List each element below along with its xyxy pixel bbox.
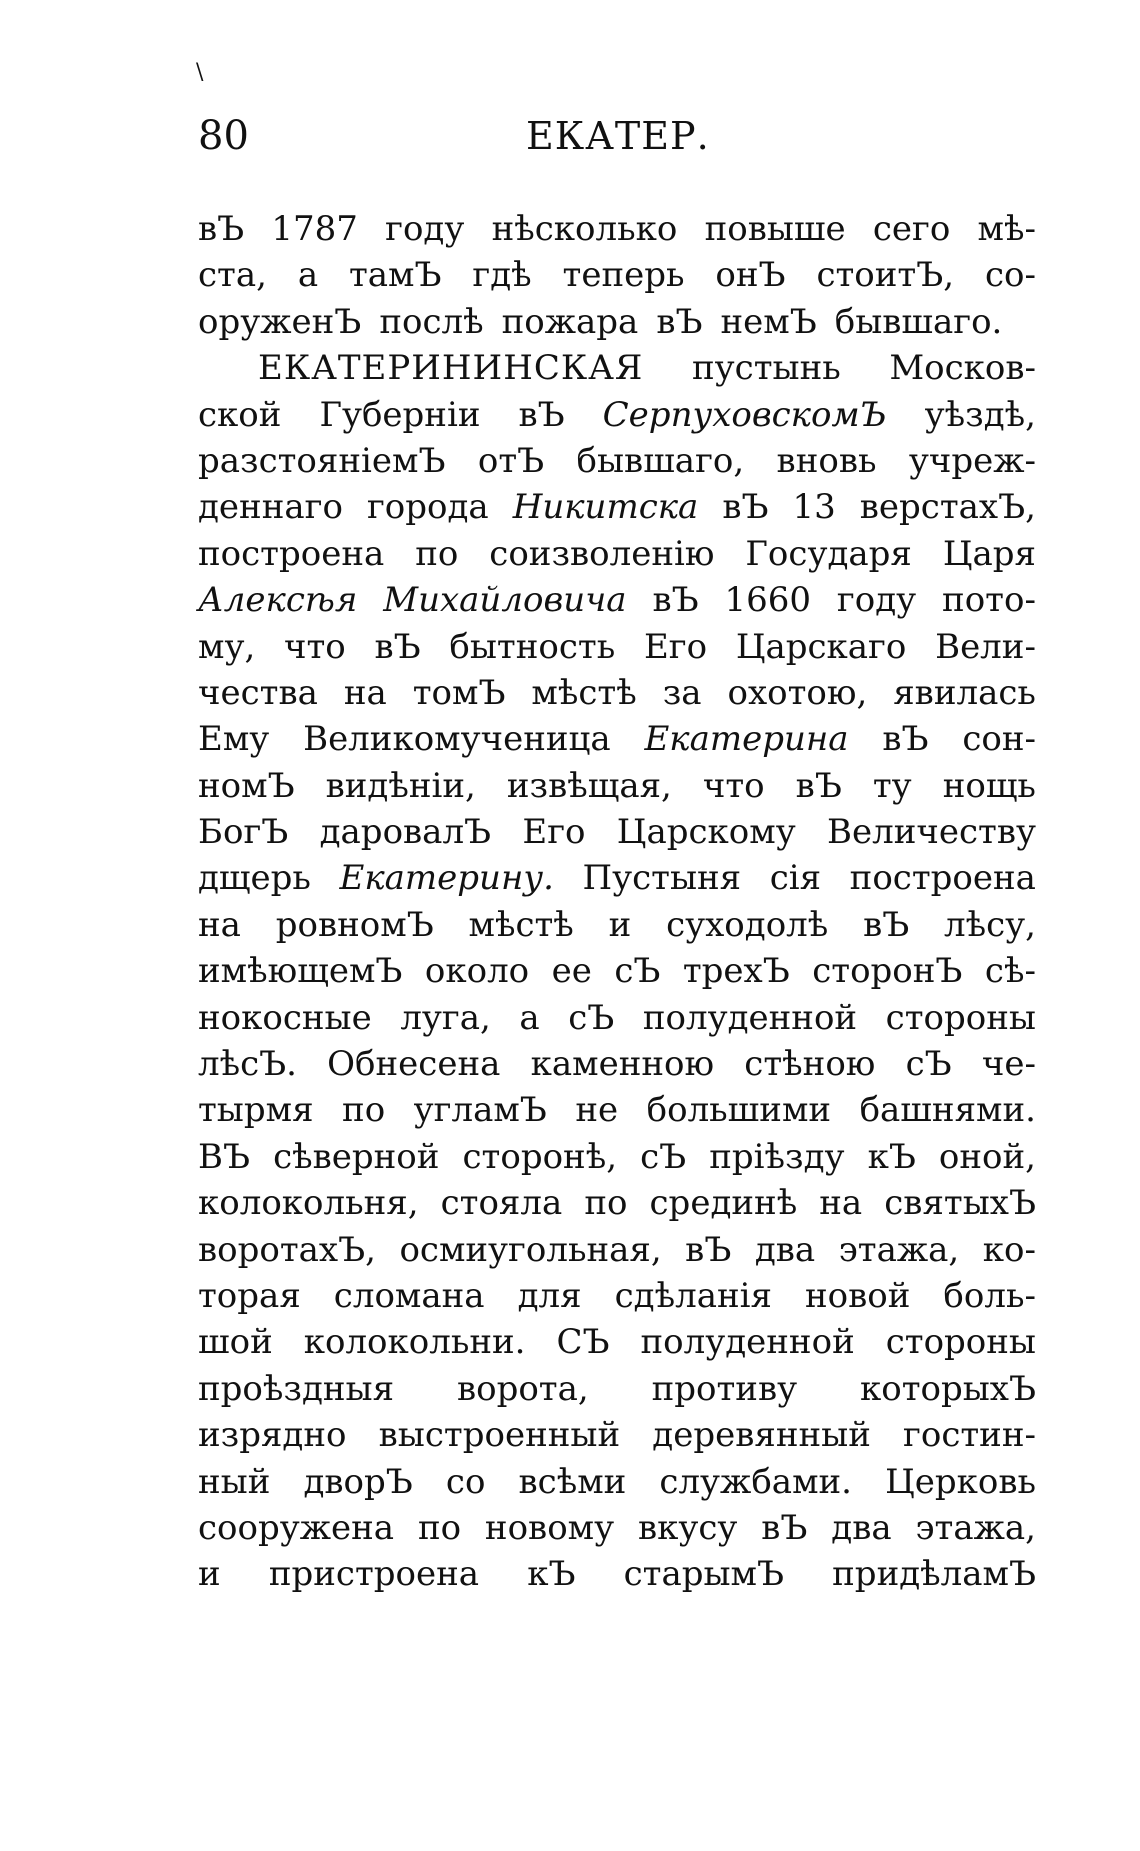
text-line xyxy=(198,577,1036,623)
text-line xyxy=(198,1366,1036,1412)
word: пустынь xyxy=(691,348,841,389)
word: тамЪ xyxy=(348,255,442,296)
word: верстахЪ, xyxy=(859,487,1036,528)
word: Царскаго xyxy=(735,626,907,667)
text-line xyxy=(198,1505,1036,1551)
text-line xyxy=(198,1412,1036,1458)
word: разстоянiемЪ xyxy=(198,440,446,481)
word: ста, xyxy=(198,255,267,296)
word: деннаго xyxy=(198,487,343,528)
word: бывшаго. xyxy=(834,301,1003,342)
word: 1787 xyxy=(271,209,358,249)
word: полуденной xyxy=(640,1322,855,1363)
word: сторонѣ, xyxy=(462,1136,618,1177)
word: два xyxy=(754,1229,816,1270)
word: сЪ xyxy=(905,1044,952,1085)
word: вЪ xyxy=(652,580,699,621)
word: на xyxy=(343,672,387,713)
word: оной, xyxy=(938,1136,1036,1177)
word: Губернiи xyxy=(319,394,481,435)
ink-speck: \ xyxy=(196,60,204,85)
word: Обнесена xyxy=(327,1044,501,1085)
word: отЪ xyxy=(477,440,545,481)
word: пристроена xyxy=(268,1554,480,1595)
word: противу xyxy=(651,1368,798,1409)
word: и xyxy=(608,904,632,945)
word: бывшаго, xyxy=(576,440,745,481)
word: и xyxy=(198,1554,221,1595)
word: СЪ xyxy=(556,1322,610,1363)
word: на xyxy=(198,904,241,945)
word: лѣсЪ. xyxy=(198,1044,297,1085)
word: этажа, xyxy=(915,1507,1036,1548)
word: луга, xyxy=(400,997,491,1038)
word: вЪ xyxy=(795,765,842,806)
word: сон- xyxy=(962,719,1036,760)
word: году xyxy=(385,209,465,249)
word: вЪ xyxy=(761,1507,808,1548)
word: гостин- xyxy=(903,1415,1036,1456)
word: сторонЪ xyxy=(812,951,963,992)
word: Государя xyxy=(745,533,912,574)
word: стоитЪ, xyxy=(816,255,955,296)
word: стороны xyxy=(885,997,1036,1038)
word: нѣсколько xyxy=(491,209,678,249)
word: вЪ xyxy=(656,301,703,342)
word: пото- xyxy=(942,580,1036,621)
text-line xyxy=(198,809,1036,855)
word: учреж- xyxy=(908,440,1036,481)
word: вЪ xyxy=(374,626,421,667)
word: со xyxy=(445,1461,486,1502)
word: святыхЪ xyxy=(884,1183,1036,1224)
word: по xyxy=(342,1090,386,1131)
word: воротахЪ, xyxy=(198,1229,376,1270)
word: сѣверной xyxy=(273,1136,440,1177)
word: которыхЪ xyxy=(859,1368,1036,1409)
word: деревянный xyxy=(652,1415,871,1456)
word: стояла xyxy=(440,1183,563,1224)
word: по xyxy=(584,1183,628,1224)
word: сѣ- xyxy=(984,951,1036,992)
word: дворЪ xyxy=(303,1461,413,1502)
word: Великомученица xyxy=(303,719,611,760)
word: мѣстѣ xyxy=(531,672,637,713)
word: шой xyxy=(198,1322,273,1363)
word: дщерь xyxy=(198,858,311,899)
word: че- xyxy=(981,1044,1036,1085)
word: кЪ xyxy=(867,1136,916,1177)
word: вЪ xyxy=(685,1229,732,1270)
word: сдѣланiя xyxy=(614,1275,772,1316)
word: что xyxy=(284,626,346,667)
word: вновь xyxy=(776,440,877,481)
word: новой xyxy=(804,1275,911,1316)
word: службами. xyxy=(659,1461,852,1502)
word: извѣщая, xyxy=(506,765,672,806)
word: чества xyxy=(198,672,318,713)
word: суходолѣ xyxy=(666,904,829,945)
word: проѣздныя xyxy=(198,1368,395,1409)
word: Его xyxy=(643,626,708,667)
word: сего xyxy=(872,209,951,249)
text-line xyxy=(198,670,1036,716)
word: онЪ xyxy=(715,255,786,296)
word: вЪ xyxy=(518,394,565,435)
word: ЕКАТЕРИНИНСКАЯ xyxy=(258,348,644,389)
word: сiя xyxy=(769,858,822,899)
word: БогЪ xyxy=(198,812,289,853)
word: построена xyxy=(849,858,1036,899)
word: 13 xyxy=(792,487,836,528)
word: Вели- xyxy=(935,626,1036,667)
word: Екатерину. xyxy=(339,858,554,899)
word: прiѣзду xyxy=(709,1136,845,1177)
text-line xyxy=(198,392,1036,438)
word: всѣми xyxy=(518,1461,627,1502)
word: имѣющемЪ xyxy=(198,951,403,992)
word: не xyxy=(575,1090,619,1131)
word: нокосные xyxy=(198,997,372,1038)
running-head: ЕКАТЕР. xyxy=(526,114,710,158)
word: ВЪ xyxy=(198,1136,250,1177)
word: даровалЪ xyxy=(319,812,492,853)
word: построена xyxy=(198,533,385,574)
word: что xyxy=(702,765,765,806)
text-line xyxy=(198,995,1036,1041)
word: вЪ xyxy=(198,209,245,249)
word: старымЪ xyxy=(623,1554,784,1595)
word: Михайловича xyxy=(383,580,627,621)
text-line xyxy=(198,1319,1036,1365)
word: охотою, xyxy=(727,672,868,713)
word: явилась xyxy=(893,672,1036,713)
word: сЪ xyxy=(640,1136,687,1177)
word: ровномЪ xyxy=(275,904,434,945)
word: лѣсу, xyxy=(944,904,1036,945)
text-line xyxy=(198,902,1036,948)
word: каменною xyxy=(530,1044,715,1085)
word: му, xyxy=(198,626,256,667)
word: ный xyxy=(198,1461,271,1502)
text-line xyxy=(198,299,1036,345)
text-line xyxy=(198,438,1036,484)
word: два xyxy=(831,1507,892,1548)
text-line xyxy=(198,1134,1036,1180)
text-line xyxy=(198,763,1036,809)
word: Его xyxy=(522,812,586,853)
word: около xyxy=(424,951,530,992)
word: ворота, xyxy=(456,1368,589,1409)
word: вЪ xyxy=(882,719,929,760)
word: стороны xyxy=(885,1322,1036,1363)
word: придѣламЪ xyxy=(832,1554,1036,1595)
word: нощь xyxy=(942,765,1036,806)
word: по xyxy=(417,1507,462,1548)
word: томЪ xyxy=(412,672,506,713)
word: этажа, xyxy=(838,1229,960,1270)
word: мѣстѣ xyxy=(468,904,574,945)
word: ту xyxy=(872,765,912,806)
text-line xyxy=(198,1227,1036,1273)
text-line xyxy=(198,252,1036,298)
word: Ему xyxy=(198,719,270,760)
word: города xyxy=(366,487,489,528)
word: уѣздѣ, xyxy=(924,394,1036,435)
text-line xyxy=(198,484,1036,530)
word: колокольни. xyxy=(303,1322,526,1363)
word: по xyxy=(415,533,459,574)
word: кЪ xyxy=(527,1554,576,1595)
word: сЪ xyxy=(614,951,661,992)
word: немЪ xyxy=(720,301,817,342)
word: большими xyxy=(646,1090,832,1131)
word: выстроенный xyxy=(378,1415,621,1456)
word: ской xyxy=(198,394,282,435)
text-line xyxy=(198,948,1036,994)
word: трехЪ xyxy=(682,951,790,992)
text-line xyxy=(198,1459,1036,1505)
word: Алексѣя xyxy=(198,580,358,621)
word: стѣною xyxy=(744,1044,876,1085)
word: а xyxy=(519,997,540,1038)
word: Екатерина xyxy=(644,719,849,760)
text-line xyxy=(198,855,1036,901)
word: сооружена xyxy=(198,1507,395,1548)
word: со- xyxy=(984,255,1036,296)
word: а xyxy=(297,255,319,296)
body-text xyxy=(198,206,1036,1598)
word: гдѣ xyxy=(472,255,532,296)
word: колокольня, xyxy=(198,1183,419,1224)
word: ко- xyxy=(982,1229,1036,1270)
word: осмиугольная, xyxy=(399,1229,662,1270)
word: соизволенiю xyxy=(489,533,715,574)
word: году xyxy=(836,580,917,621)
word: Царя xyxy=(942,533,1036,574)
word: вкусу xyxy=(637,1507,738,1548)
text-line xyxy=(198,1551,1036,1597)
word: полуденной xyxy=(642,997,858,1038)
word: пожара xyxy=(501,301,639,342)
word: башнями. xyxy=(859,1090,1036,1131)
word: изрядно xyxy=(198,1415,347,1456)
word: Церковь xyxy=(885,1461,1036,1502)
word: Москов- xyxy=(889,348,1036,389)
text-line xyxy=(198,1041,1036,1087)
text-line xyxy=(198,206,1036,252)
page-number: 80 xyxy=(198,113,249,159)
word: номЪ xyxy=(198,765,295,806)
word: за xyxy=(662,672,702,713)
word: мѣ- xyxy=(977,209,1036,249)
word: Никитска xyxy=(512,487,699,528)
word: бытность xyxy=(449,626,616,667)
word: послѣ xyxy=(379,301,484,342)
text-line xyxy=(198,1087,1036,1133)
word: оруженЪ xyxy=(198,301,362,342)
text-line xyxy=(198,1273,1036,1319)
text-line xyxy=(198,345,1036,391)
word: для xyxy=(517,1275,582,1316)
word: Царскому xyxy=(616,812,796,853)
word: вЪ xyxy=(722,487,769,528)
word: СерпуховскомЪ xyxy=(602,394,887,435)
word: новому xyxy=(484,1507,615,1548)
word: сломана xyxy=(333,1275,485,1316)
word: боль- xyxy=(943,1275,1036,1316)
word: торая xyxy=(198,1275,301,1316)
word: теперь xyxy=(562,255,685,296)
word: тырмя xyxy=(198,1090,314,1131)
word: Величеству xyxy=(827,812,1036,853)
word: 1660 xyxy=(724,580,812,621)
text-line xyxy=(198,716,1036,762)
word: на xyxy=(819,1183,863,1224)
word: видѣнiи, xyxy=(325,765,476,806)
word: вЪ xyxy=(863,904,910,945)
text-line xyxy=(198,531,1036,577)
word: повыше xyxy=(704,209,846,249)
word: угламЪ xyxy=(413,1090,547,1131)
text-line xyxy=(198,624,1036,670)
word: ее xyxy=(551,951,592,992)
word: сЪ xyxy=(568,997,615,1038)
word: Пустыня xyxy=(582,858,742,899)
word: срединѣ xyxy=(649,1183,798,1224)
text-line xyxy=(198,1180,1036,1226)
